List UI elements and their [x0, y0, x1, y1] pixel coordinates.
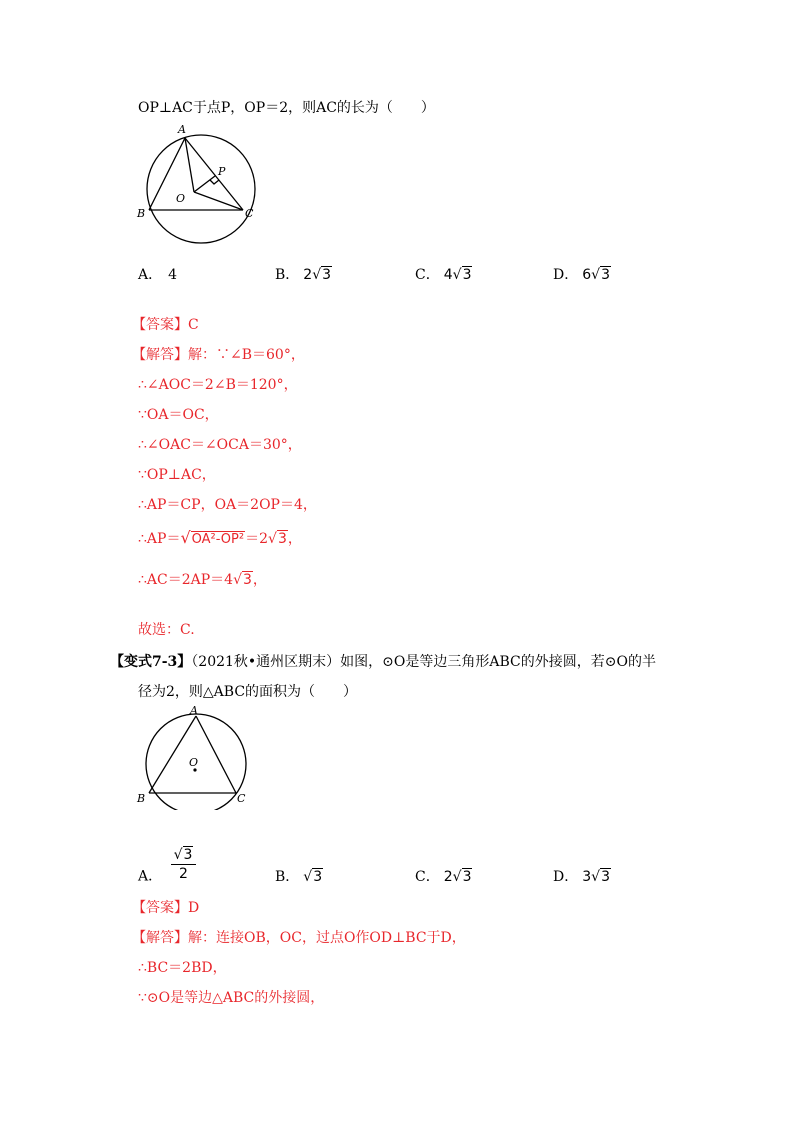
q1-solution-ac: ∴AC＝2AP＝4√3，	[138, 572, 267, 588]
q1-solution-line-0: 【解答】解：∵∠B＝60°，	[132, 347, 305, 363]
q1-solution-line-4: ∵OP⊥AC，	[138, 467, 216, 483]
q2-label-a: A	[190, 704, 198, 717]
q2-figure	[132, 704, 262, 810]
q2-solution-line-2: ∵⊙O是等边△ABC的外接圆，	[138, 990, 325, 1006]
q1-solution-line-5: ∴AP＝CP，OA＝2OP＝4，	[138, 497, 317, 513]
q2-side-ab	[149, 716, 199, 793]
q1-figure	[132, 120, 272, 250]
q2-option-a: A． $\frac{√3}{2}$	[138, 846, 196, 886]
q2-label-b: B	[137, 792, 146, 805]
q2-solution-line-1: ∴BC＝2BD，	[138, 960, 227, 976]
q1-solution-line-2: ∵OA＝OC，	[138, 407, 219, 423]
q1-label-c: C	[245, 207, 254, 220]
q2-option-c: C． 2√3	[415, 869, 472, 885]
q1-circle	[147, 135, 255, 243]
q1-label-b: B	[137, 207, 146, 220]
q1-stem: OP⊥AC于点P，OP＝2，则AC的长为（ ）	[138, 100, 435, 116]
q1-solution-line-1: ∴∠AOC＝2∠B＝120°，	[138, 377, 298, 393]
q2-label-c: C	[237, 792, 246, 805]
q1-option-a: A． 4	[138, 267, 178, 283]
q1-solution-ap: ∴AP＝√OA²-OP²＝2√3，	[138, 528, 302, 547]
q1-seg-oa	[185, 138, 194, 192]
q1-seg-op	[194, 176, 215, 192]
q1-option-d: D． 6√3	[553, 267, 610, 283]
q2-solution-line-0: 【解答】解：连接OB，OC，过点O作OD⊥BC于D，	[132, 930, 466, 946]
q2-stem-line2: 径为2，则△ABC的面积为（ ）	[138, 684, 358, 700]
q2-label-o: O	[189, 756, 199, 769]
q1-label-a: A	[178, 123, 186, 136]
q2-stem-line1: 【变式7-3】（2021秋•通州区期末）如图，⊙O是等边三角形ABC的外接圆，若⊙O的半	[110, 654, 656, 670]
q2-option-d: D． 3√3	[553, 869, 610, 885]
q2-answer: 【答案】D	[132, 900, 200, 916]
q1-label-o: O	[176, 192, 186, 205]
q1-label-p: P	[218, 165, 226, 178]
q1-option-c: C． 4√3	[415, 267, 472, 283]
q2-option-b: B． √3	[275, 869, 323, 885]
q1-option-b: B． 2√3	[275, 267, 332, 283]
q1-solution-line-3: ∴∠OAC＝∠OCA＝30°，	[138, 437, 302, 453]
q1-choose: 故选：C.	[138, 622, 195, 638]
q1-answer: 【答案】C	[132, 317, 199, 333]
q1-right-angle-mark	[210, 180, 219, 184]
